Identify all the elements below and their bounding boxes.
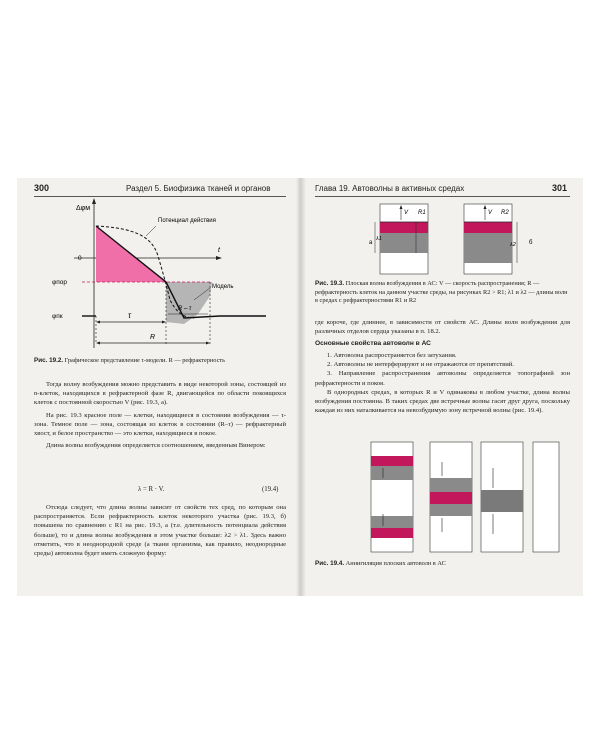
- paragraph: Длина волны возбуждения определяется соотношением, введенным Винером:: [46, 442, 266, 450]
- caption-number: Рис. 19.3.: [315, 280, 345, 287]
- panel-3-refractory: [481, 490, 523, 512]
- panel-2-refractory-lower: [430, 504, 472, 516]
- r-label: R: [150, 334, 156, 341]
- equation-19-4: λ = R · V.: [138, 486, 165, 493]
- right-body-text: [315, 318, 570, 336]
- caption-text: Графическое представление τ-модели. R — рефрактерность: [64, 357, 226, 364]
- panel-a-lambda: λ1: [376, 236, 382, 242]
- panel-1-top-refractory: [371, 466, 413, 480]
- caption-number: Рис. 19.4.: [315, 560, 345, 567]
- panel-a-refractory-zone: [380, 233, 428, 253]
- caption-text: Аннигиляция плоских автоволн в АС: [345, 560, 446, 567]
- list-item: 3. Направление распространения автоволны определяется топографией зон рефрактерности и покоя.: [315, 370, 570, 387]
- panel-b-r: R2: [501, 210, 509, 216]
- y-axis-arrow: [92, 198, 96, 204]
- panel-2-excited: [430, 492, 472, 504]
- panel-2-refractory: [430, 478, 472, 492]
- caption-text: Плоская волна возбуждения в АС: V — скорость распространения; R — рефрактерность клеток на данном участке среды, на рисунках R2 > R1; λ1 и λ2 — длины волн в средах с рефрактерностями R1 и R2: [315, 280, 568, 305]
- panel-4-frame: [533, 442, 559, 552]
- action-potential-annotation: Потенциал действия: [158, 218, 216, 224]
- left-running-header: Раздел 5. Биофизика тканей и органов: [126, 184, 271, 193]
- panel-b-refractory-zone: [464, 233, 512, 263]
- panel-a-label: а: [369, 240, 373, 246]
- panel-1-bottom-excited: [371, 528, 413, 538]
- figure-19-4-annihilation: [315, 438, 570, 556]
- figure-19-2-tau-model: [34, 196, 286, 356]
- left-body-text: [34, 380, 286, 450]
- figure-19-3-plane-waves: [315, 200, 570, 276]
- threshold-label: φпор: [52, 279, 67, 286]
- panel-b-excited-zone: [464, 222, 512, 233]
- t-label: t: [218, 247, 220, 254]
- panel-b-v: V: [488, 210, 493, 216]
- section-title: Основные свойства автоволн в АС: [315, 340, 431, 347]
- panel-a-r: R1: [418, 210, 426, 216]
- time-axis-arrow: [216, 256, 222, 260]
- panel-b-label: б: [529, 240, 533, 246]
- figure-19-4-caption: [315, 560, 570, 569]
- right-header-rule: [315, 196, 570, 197]
- annotation-pointer: [146, 226, 156, 236]
- tau-arrow-head-right: [162, 321, 166, 324]
- list-item: 2. Автоволны не интерферируют и не отражаются от препятствий.: [327, 361, 514, 369]
- panel-a-v: V: [404, 210, 409, 216]
- r-tau-label: R – τ: [178, 306, 192, 312]
- paragraph: где короче, где длиннее, в зависимости от свойств АС. Длины волн возбуждения для различных отделов сердца указаны в п. 18.2.: [315, 319, 570, 336]
- figure-19-3-caption: [315, 280, 570, 306]
- paragraph: Отсюда следует, что длина волны зависит от свойств тех сред, по которым она распространяется. Если рефрактерность клеток некоторого участка (рис. 19.3, б) повышена по сравнению с R1 на рис. 19.3, а (т.е. длительность потенциала действия больше), то и длина волны возбуждения в этом участке больше: λ2 > λ1. Здесь важно отметить, что в неоднородной среде (а ткани организма, как правило, неоднородные среды) автоволна будет иметь сложную форму:: [34, 504, 286, 558]
- paragraph: Тогда волну возбуждения можно представить в виде некоторой зоны, состоящей из n-клеток, находящихся в рефрактерной фазе R, двигающейся по области покоящихся клеток с постоянной скоростью V (рис. 19.3, а).: [34, 381, 286, 407]
- r-arrow-head-right: [206, 342, 210, 345]
- left-body-text-2: [34, 503, 286, 558]
- model-annotation: Модель: [212, 284, 234, 290]
- tau-label: τ: [128, 311, 131, 320]
- caption-number: Рис. 19.2.: [34, 357, 64, 364]
- zero-label: 0: [78, 255, 82, 262]
- figure-19-2-caption: [34, 357, 286, 366]
- right-page-number: 301: [552, 183, 568, 193]
- tau-arrow-head-left: [96, 321, 100, 324]
- properties-list: [315, 351, 570, 415]
- y-axis-label: Δφм: [76, 205, 91, 212]
- r-arrow-head-left: [96, 342, 100, 345]
- rest-label: φпк: [52, 313, 63, 320]
- panel-1-bottom-refractory: [371, 516, 413, 528]
- right-running-header: Глава 19. Автоволны в активных средах: [315, 184, 465, 193]
- list-item: 1. Автоволна распространяется без затухания.: [327, 352, 457, 359]
- paragraph: В однородных средах, в которых R и V одинаковы в любом участке, длина волны возбуждения постоянна. В таких средах две встречные волны гасят друг друга, поскольку каждая из них наталкивается на невозбудимую зону встречной волны (рис. 19.4).: [315, 388, 570, 415]
- panel-b-lambda: λ2: [510, 242, 516, 248]
- left-page-number: 300: [34, 183, 50, 193]
- panel-a-excited-zone: [380, 222, 428, 233]
- paragraph: На рис. 19.3 красное поле — клетки, находящиеся в состоянии возбуждения — τ-зона. Темное поле — зона, состоящая из клеток в состоянии (R–τ) — рефрактерный хвост, и белое пространство — это клетки, находящиеся в покое.: [34, 411, 286, 438]
- equation-number: (19.4): [262, 486, 279, 493]
- panel-1-top-excited: [371, 456, 413, 466]
- book-gutter: [296, 178, 306, 596]
